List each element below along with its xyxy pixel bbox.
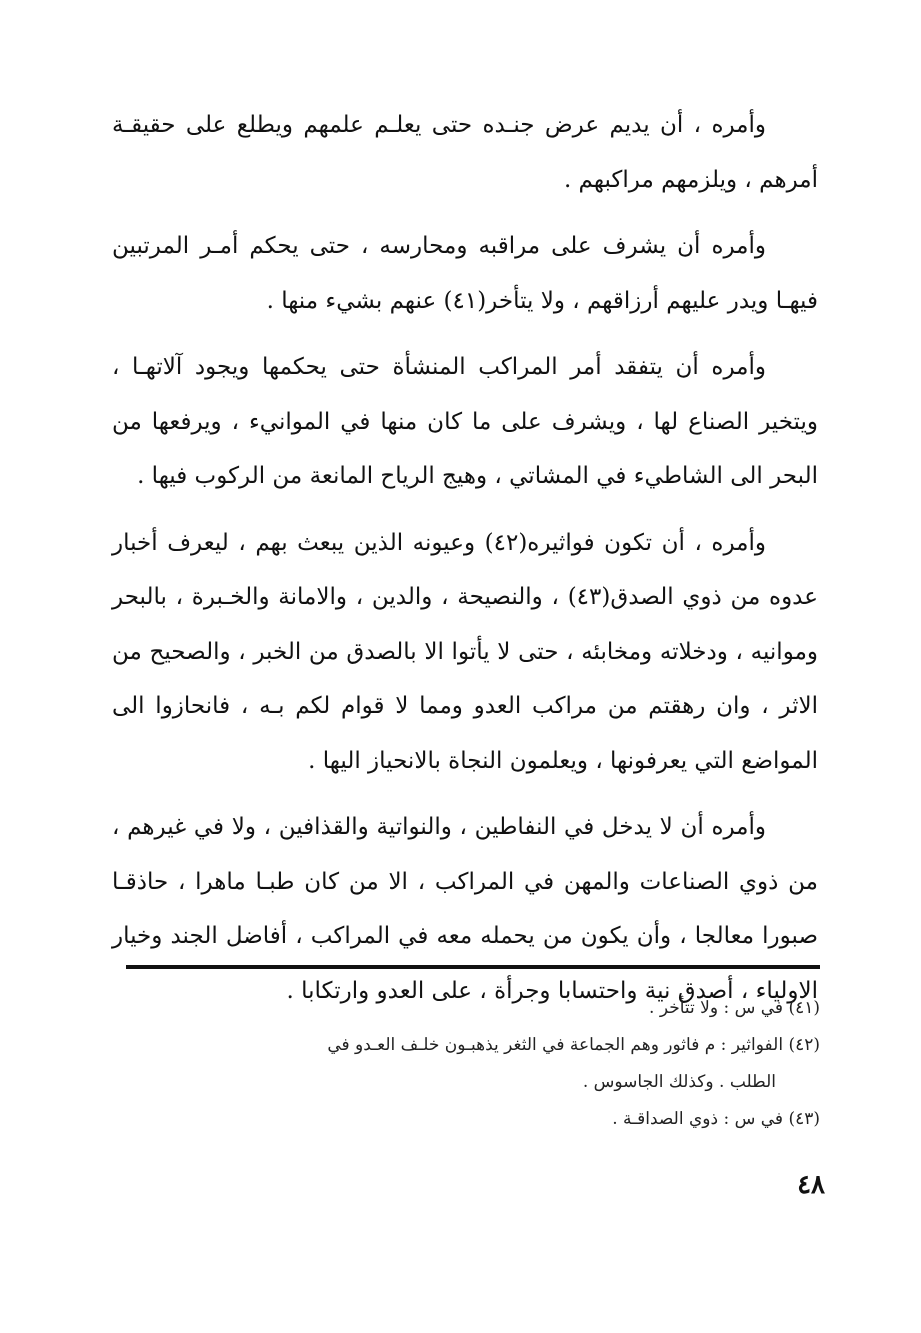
page-number: ٤٨ <box>797 1170 825 1200</box>
paragraph-3: وأمره أن يتفقد أمر المراكب المنشأة حتى يحكمها ويجود آلاتهـا ، ويتخير الصناع لها ، ويشرف على ما كان منها في الموانيء ، ويرفعها من البحر الى الشاطيء في المشاتي ، وهيج الرياح المانعة من الركوب فيها . <box>112 354 818 489</box>
footnote-divider <box>126 965 820 969</box>
main-text <box>112 98 818 1030</box>
footnote-42-continuation: الطلب . وكذلك الجاسوس . <box>582 1072 776 1092</box>
paragraph-1: وأمره ، أن يديم عرض جنـده حتى يعلـم علمهم ويطلع على حقيقـة أمرهم ، ويلزمهم مراكبهم . <box>112 112 818 193</box>
paragraph-2: وأمره أن يشرف على مراقبه ومحارسه ، حتى يحكم أمـر المرتبين فيهـا ويدر عليهم أرزاقهم ، ولا يتأخر(٤١) عنهم بشيء منها . <box>112 233 818 314</box>
footnote-43: (٤٣) في س : ذوي الصداقـة . <box>612 1109 820 1129</box>
footnotes <box>118 990 820 1138</box>
footnote-42: (٤٢) الفواثير : م فاثور وهم الجماعة في الثغر يذهبـون خلـف العـدو في <box>327 1035 820 1055</box>
paragraph-4: وأمره ، أن تكون فواثيره(٤٢) وعيونه الذين يبعث بهم ، ليعرف أخبار عدوه من ذوي الصدق(٤٣) ، والنصيحة ، والدين ، والامانة والخـبرة ، بالبحر وموانيه ، ودخلاته ومخابئه ، حتى لا يأتوا الا بالصدق من الخبر ، والصحيح من الاثر ، وان رهقتم من مراكب العدو ومما لا قوام لكم بـه ، فانحازوا الى المواضع التي يعرفونها ، ويعلمون النجاة بالانحياز اليها . <box>112 529 818 774</box>
paragraph-5: وأمره أن لا يدخل في النفاطين ، والنواتية والقذافين ، ولا في غيرهم ، من ذوي الصناعات والمهن في المراكب ، الا من كان طبـا ماهرا ، حاذقـا صبورا معالجا ، وأن يكون من يحمله معه في المراكب ، أفاضل الجند وخيار الاولياء ، أصدق نية واحتسابا وجرأة ، على العدو وارتكابا . <box>112 814 818 1004</box>
footnote-41: (٤١) في س : ولا تتأخر . <box>649 998 820 1018</box>
